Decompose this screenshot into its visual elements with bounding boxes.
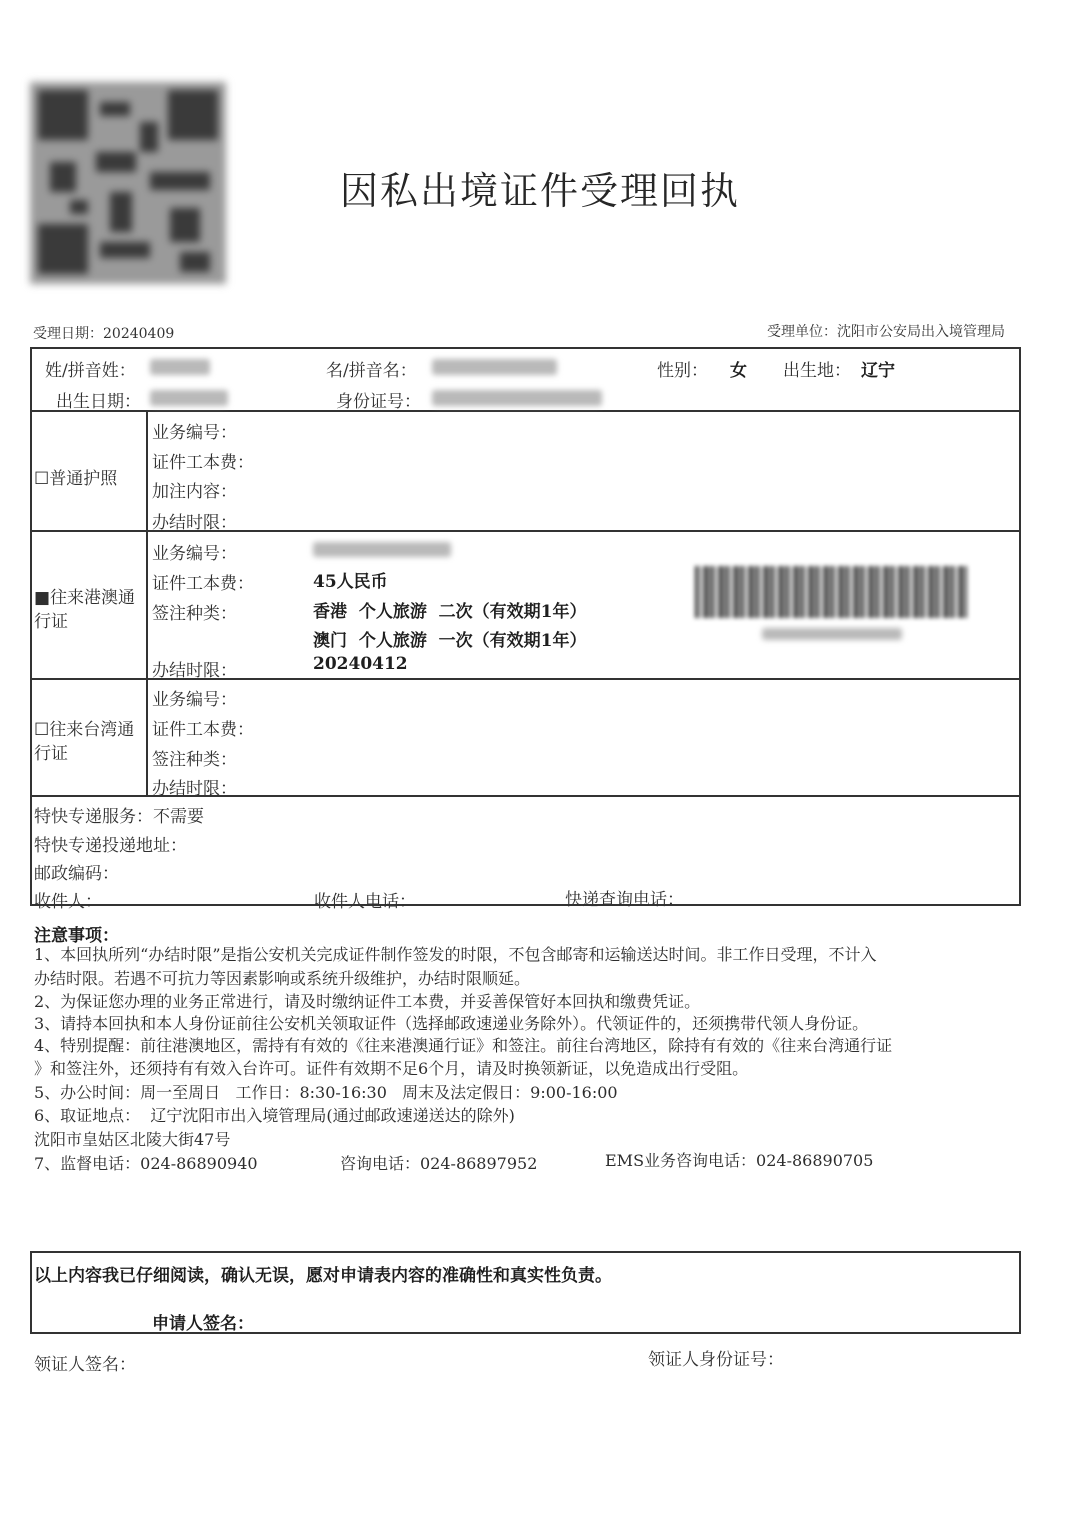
qr-code bbox=[30, 82, 226, 284]
passport-checkbox-label: ☐普通护照 bbox=[34, 469, 118, 489]
hk-macau-business-no-label: 业务编号： bbox=[152, 544, 237, 564]
birthdate-redacted bbox=[150, 390, 228, 406]
express-address-label: 特快专递投递地址： bbox=[34, 836, 187, 856]
hk-macau-fee-value: 45人民币 bbox=[313, 572, 388, 592]
supervise-phone: 7、监督电话：024-86890940 bbox=[34, 1154, 258, 1173]
accept-unit: 受理单位：沈阳市公安局出入境管理局 bbox=[767, 324, 1005, 340]
birthplace-value: 辽宁 bbox=[861, 361, 895, 381]
surname-label: 姓/拼音姓： bbox=[45, 361, 136, 381]
note-line-5: 5、办公时间：周一至周日 工作日：8:30-16:30 周末及法定假日：9:00-16:00 bbox=[34, 1083, 618, 1102]
taiwan-endorse-label: 签注种类： bbox=[152, 750, 237, 770]
given-name-label: 名/拼音名： bbox=[326, 361, 417, 381]
ems-phone: EMS业务咨询电话：024-86890705 bbox=[605, 1151, 874, 1170]
recipient-label: 收件人： bbox=[34, 892, 102, 912]
passport-deadline-label: 办结时限： bbox=[152, 513, 237, 533]
notes-heading: 注意事项： bbox=[34, 926, 119, 946]
note-line-1: 1、本回执所列“办结时限”是指公安机关完成证件制作签发的时限，不包含邮寄和运输送达时间。非工作日受理，不计入 bbox=[34, 945, 877, 964]
taiwan-business-no-label: 业务编号： bbox=[152, 690, 237, 710]
birthplace-label: 出生地： bbox=[783, 361, 851, 381]
recipient-phone-label: 收件人电话： bbox=[314, 892, 416, 912]
gender-label: 性别： bbox=[657, 361, 708, 381]
passport-business-no-label: 业务编号： bbox=[152, 423, 237, 443]
express-service: 特快专递服务：不需要 bbox=[34, 807, 204, 827]
taiwan-checkbox-label: ☐往来台湾通行证 bbox=[34, 720, 135, 764]
accept-date: 受理日期：20240409 bbox=[33, 326, 175, 342]
column-divider bbox=[146, 410, 148, 796]
gender-value: 女 bbox=[730, 361, 747, 381]
id-number-label: 身份证号： bbox=[336, 392, 421, 412]
id-number-redacted bbox=[432, 390, 602, 406]
confirmation-text: 以上内容我已仔细阅读，确认无误，愿对申请表内容的准确性和真实性负责。 bbox=[34, 1266, 612, 1286]
hk-macau-fee-label: 证件工本费： bbox=[152, 574, 254, 594]
note-line-6: 6、取证地点： 辽宁沈阳市出入境管理局(通过邮政速递送达的除外) bbox=[34, 1106, 515, 1125]
hk-macau-business-no-redacted bbox=[313, 542, 451, 557]
hk-endorsement-value: 香港 个人旅游 二次（有效期1年） bbox=[313, 602, 587, 622]
page-title: 因私出境证件受理回执 bbox=[340, 169, 741, 213]
taiwan-fee-label: 证件工本费： bbox=[152, 720, 254, 740]
express-query-phone-label: 快递查询电话： bbox=[565, 890, 684, 910]
hk-macau-deadline-value: 20240412 bbox=[313, 654, 408, 674]
hk-macau-endorse-label: 签注种类： bbox=[152, 604, 237, 624]
applicant-signature-label: 申请人签名： bbox=[152, 1314, 254, 1334]
passport-fee-label: 证件工本费： bbox=[152, 453, 254, 473]
collector-id-label: 领证人身份证号： bbox=[648, 1350, 784, 1370]
consult-phone: 咨询电话：024-86897952 bbox=[340, 1154, 538, 1173]
barcode-number-redacted bbox=[762, 628, 902, 640]
taiwan-deadline-label: 办结时限： bbox=[152, 779, 237, 799]
hk-macau-checkbox-label: ■往来港澳通行证 bbox=[34, 588, 136, 632]
note-line-4b: 》和签注外，还须持有有效入台许可。证件有效期不足6个月，请及时换领新证，以免造成出行受阻。 bbox=[34, 1059, 749, 1078]
barcode bbox=[695, 566, 967, 618]
note-line-3: 3、请持本回执和本人身份证前往公安机关领取证件（选择邮政速递业务除外）。代领证件的，还须携带代领人身份证。 bbox=[34, 1014, 869, 1033]
surname-redacted bbox=[150, 359, 210, 375]
given-name-redacted bbox=[432, 359, 557, 375]
collector-signature-label: 领证人签名： bbox=[34, 1355, 136, 1375]
postcode-label: 邮政编码： bbox=[34, 864, 119, 884]
hk-macau-deadline-label: 办结时限： bbox=[152, 661, 237, 681]
note-line-6b: 沈阳市皇姑区北陵大街47号 bbox=[34, 1130, 231, 1149]
note-line-1b: 办结时限。若遇不可抗力等因素影响或系统升级维护，办结时限顺延。 bbox=[34, 969, 531, 988]
macau-endorsement-value: 澳门 个人旅游 一次（有效期1年） bbox=[313, 631, 587, 651]
row-divider bbox=[30, 410, 1021, 412]
note-line-2: 2、为保证您办理的业务正常进行，请及时缴纳证件工本费，并妥善保管好本回执和缴费凭证。 bbox=[34, 992, 701, 1011]
birthdate-label: 出生日期： bbox=[56, 392, 141, 412]
passport-annotation-label: 加注内容： bbox=[152, 482, 237, 502]
note-line-4: 4、特别提醒：前往港澳地区，需持有有效的《往来港澳通行证》和签注。前往台湾地区，除持有有效的《往来台湾通行证 bbox=[34, 1036, 893, 1055]
